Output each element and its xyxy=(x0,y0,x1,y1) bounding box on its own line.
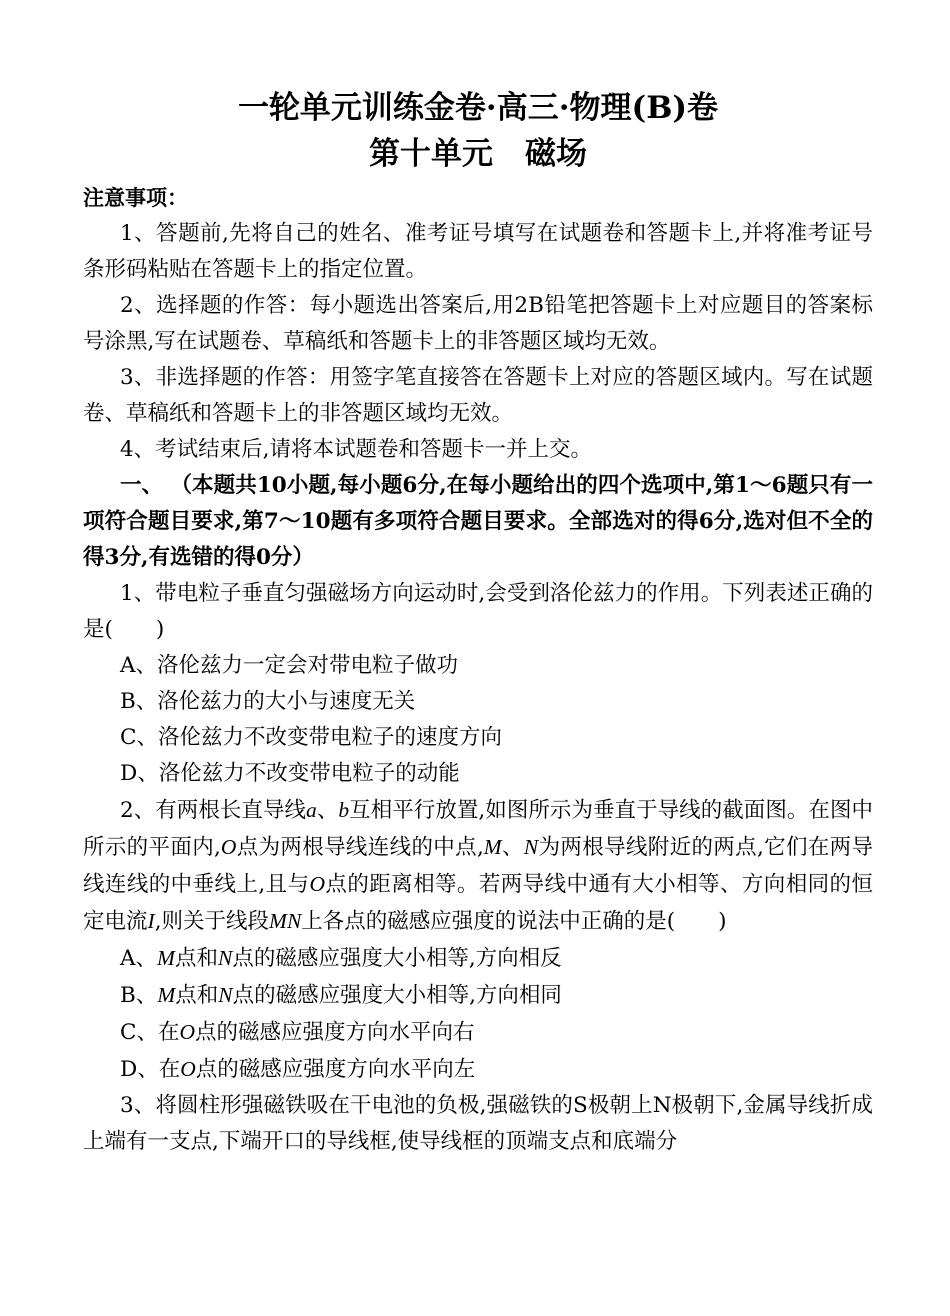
question-1-stem: 1、带电粒子垂直匀强磁场方向运动时,会受到洛伦兹力的作用。下列表述正确的是( ) xyxy=(83,581,873,642)
question-1-option-d: D、洛伦兹力不改变带电粒子的动能 xyxy=(120,761,460,786)
var-b: b xyxy=(338,798,350,822)
section-label: 一、 xyxy=(120,473,164,498)
option-text: C、在 xyxy=(120,1020,180,1045)
question-2-stem xyxy=(83,792,873,940)
var-o: O xyxy=(220,835,237,859)
notice-item: 3、非选择题的作答：用签字笔直接答在答题卡上对应的答题区域内。写在试题卷、草稿纸和答题卡上的非答题区域均无效。 xyxy=(83,365,873,426)
stem-text: 上各点的磁感应强度的说法中正确的是( ) xyxy=(301,909,727,934)
var-n: N xyxy=(217,946,233,970)
var-n: N xyxy=(523,835,539,859)
var-n: N xyxy=(218,983,233,1007)
question-1-option-a: A、洛伦兹力一定会对带电粒子做功 xyxy=(120,653,459,678)
var-m: M xyxy=(157,983,176,1007)
option-text: D、在 xyxy=(120,1057,181,1082)
var-m: M xyxy=(157,946,175,970)
question-2-option-c xyxy=(83,1014,873,1051)
option-text: A、 xyxy=(120,946,158,971)
question-2-option-a xyxy=(83,940,873,977)
stem-text: 为两根导线附近的两点,它们在两导线连线的中垂线上,且与 xyxy=(83,835,873,897)
var-m: M xyxy=(483,835,502,859)
notice-item: 2、选择题的作答：每小题选出答案后,用2B铅笔把答题卡上对应题目的答案标号涂黑,写在试题卷、草稿纸和答题卡上的非答题区域均无效。 xyxy=(83,293,873,354)
question-2-option-d xyxy=(83,1051,873,1088)
stem-text: 互相平行放置,如图所示为垂直于导线的截面图。在图中所示的平面内, xyxy=(83,798,873,860)
option-text: 点的磁感应强度大小相等,方向相同 xyxy=(232,983,562,1008)
question-2-option-b xyxy=(83,977,873,1014)
question-1-option-c: C、洛伦兹力不改变带电粒子的速度方向 xyxy=(120,725,502,750)
option-text: B、 xyxy=(120,983,158,1008)
stem-text: 2、有两根长直导线 xyxy=(120,798,307,823)
section-text: （本题共10小题,每小题6分,在每小题给出的四个选项中,第1～6题只有一项符合题目要求,第7～10题有多项符合题目要求。全部选对的得6分,选对但不全的得3分,有选错的得0分） xyxy=(83,473,873,570)
notice-heading: 注意事项： xyxy=(83,185,188,210)
var-o: O xyxy=(309,872,325,896)
var-a: a xyxy=(306,798,317,822)
unit-title xyxy=(83,134,873,174)
exam-title: 一轮单元训练金卷·高三·物理(B)卷 xyxy=(237,90,719,126)
var-o: O xyxy=(179,1020,195,1044)
exam-page xyxy=(83,88,873,1160)
var-mn: MN xyxy=(269,909,302,933)
unit-number: 第十单元 xyxy=(369,136,493,172)
question-3-stem: 3、将圆柱形强磁铁吸在干电池的负极,强磁铁的S极朝上N极朝下,金属导线折成上端有一支点,下端开口的导线框,使导线框的顶端支点和底端分 xyxy=(83,1093,873,1154)
unit-name: 磁场 xyxy=(525,136,587,172)
option-text: 点的磁感应强度方向水平向右 xyxy=(194,1020,475,1045)
stem-text: 点的距离相等。若两导线中通有大小相等、方向相同的恒定电流 xyxy=(83,872,873,934)
var-o: O xyxy=(180,1057,196,1081)
option-text: 点的磁感应强度大小相等,方向相反 xyxy=(232,946,562,971)
option-text: 点和 xyxy=(175,983,219,1008)
option-text: 点的磁感应强度方向水平向左 xyxy=(195,1057,476,1082)
notice-item: 1、答题前,先将自己的姓名、准考证号填写在试题卷和答题卡上,并将准考证号条形码粘贴在答题卡上的指定位置。 xyxy=(83,221,873,282)
option-text: 点和 xyxy=(174,946,218,971)
stem-text: 、 xyxy=(316,798,339,823)
notice-item: 4、考试结束后,请将本试题卷和答题卡一并上交。 xyxy=(120,437,593,462)
question-1-option-b: B、洛伦兹力的大小与速度无关 xyxy=(120,689,416,714)
var-i: I xyxy=(147,909,155,933)
stem-text: 点为两根导线连线的中点, xyxy=(236,835,484,860)
section-instructions xyxy=(83,468,873,576)
stem-text: ,则关于线段 xyxy=(154,909,270,934)
stem-text: 、 xyxy=(501,835,524,860)
